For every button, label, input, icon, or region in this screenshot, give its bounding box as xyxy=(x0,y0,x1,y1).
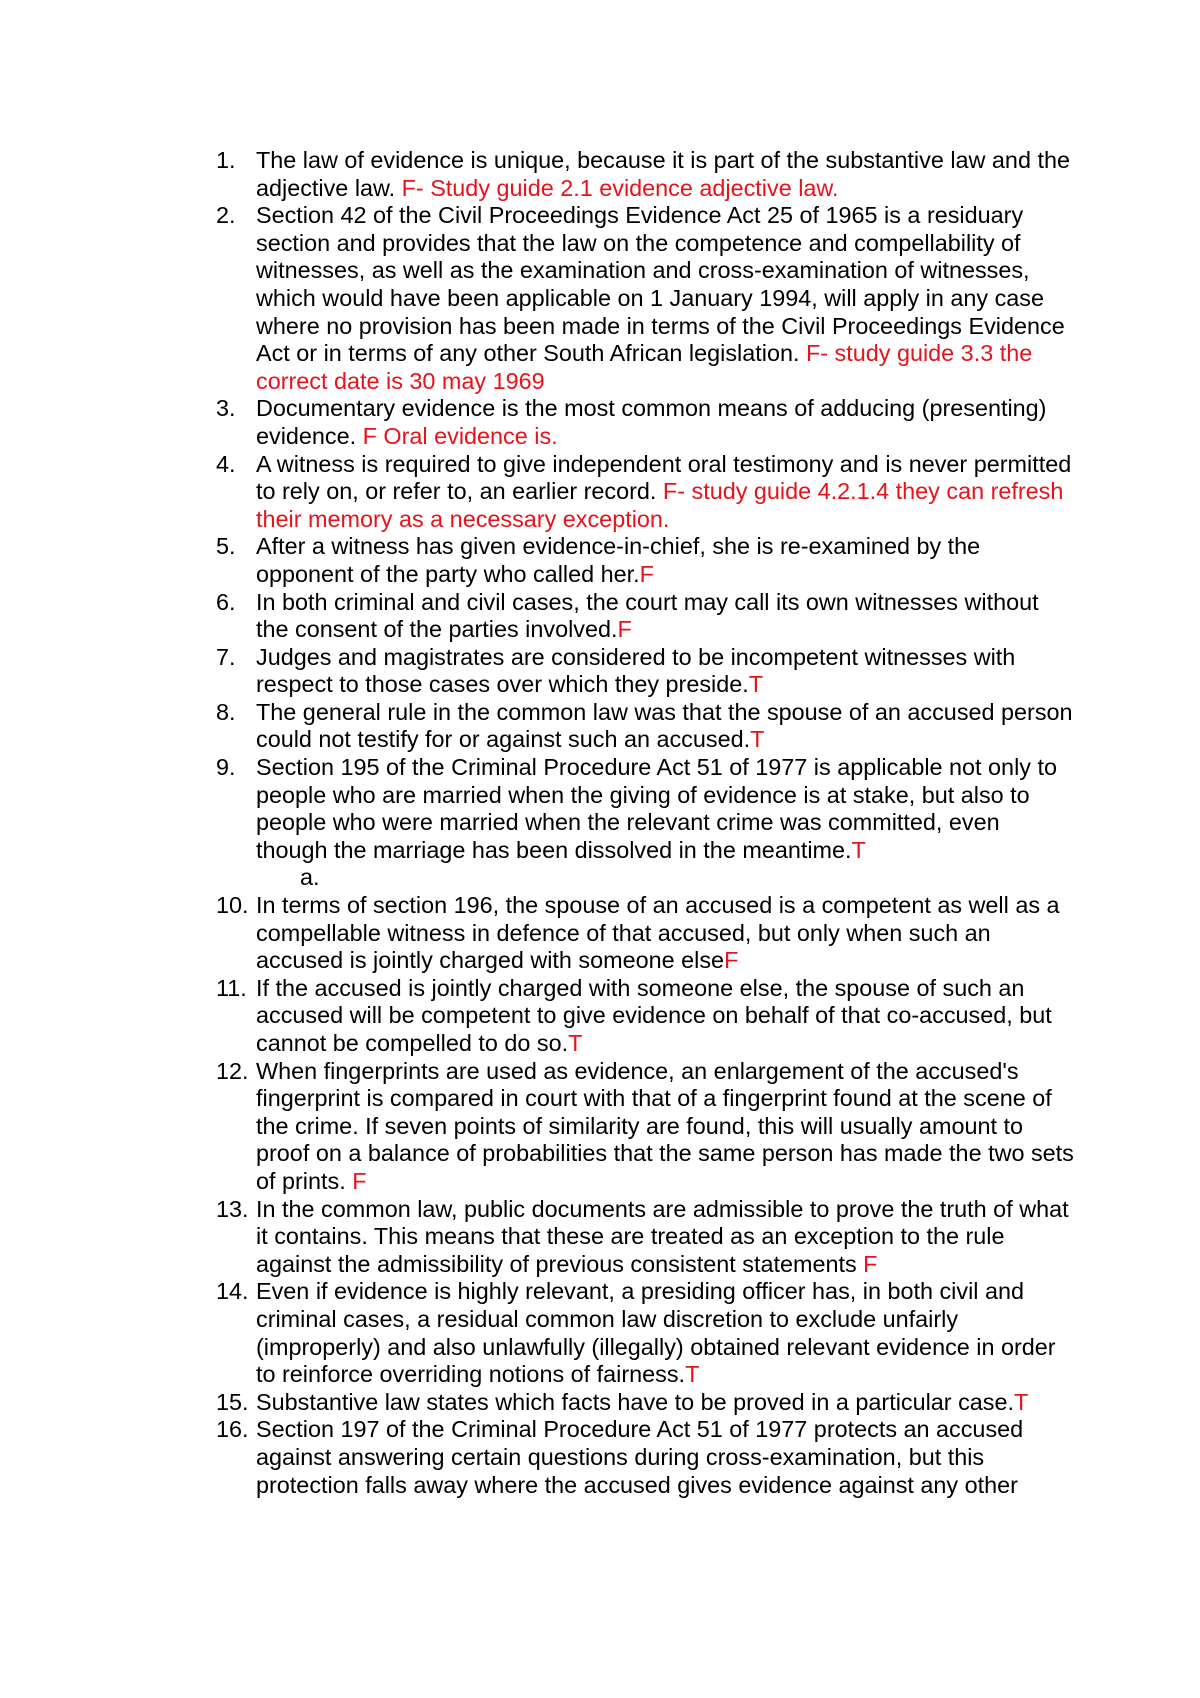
question-number: 11. xyxy=(216,974,247,1001)
question-number: 8. xyxy=(216,698,236,725)
question-text: After a witness has given evidence-in-chief, she is re-examined by the opponent of the party who called her. xyxy=(256,533,981,587)
question-text: If the accused is jointly charged with someone else, the spouse of such an accused will be competent to give evidence on behalf of that co-accused, but cannot be compelled to do so. xyxy=(256,974,1052,1056)
question-list xyxy=(216,147,1076,1499)
sub-item-label: a. xyxy=(300,864,320,891)
question-item xyxy=(216,699,1076,754)
question-number: 1. xyxy=(216,147,236,173)
question-number: 12. xyxy=(216,1057,249,1084)
question-item xyxy=(216,892,1076,975)
answer-annotation: F xyxy=(617,616,632,643)
answer-annotation: F- study guide 3.3 the correct date is 30 may 1969 xyxy=(256,340,1033,394)
question-text: Section 195 of the Criminal Procedure Act 51 of 1977 is applicable not only to people who are married when the giving of evidence is at stake, but also to people who were married when the relevant crime was committed, even though the marriage has been dissolved in the meantime. xyxy=(256,754,1057,863)
question-item xyxy=(216,533,1076,588)
answer-annotation: T xyxy=(851,836,866,863)
question-number: 13. xyxy=(216,1195,249,1222)
question-item xyxy=(216,1389,1076,1417)
question-item xyxy=(216,754,1076,892)
question-item xyxy=(216,147,1076,202)
question-item xyxy=(216,644,1076,699)
question-item xyxy=(216,395,1076,450)
question-text: Documentary evidence is the most common means of adducing (presenting) evidence. xyxy=(256,395,1047,449)
answer-annotation: T xyxy=(750,726,765,753)
question-text: In the common law, public documents are admissible to prove the truth of what it contains. This means that these are treated as an exception to the rule against the admissibility of previous consistent statements xyxy=(256,1195,1069,1277)
answer-annotation: F- Study guide 2.1 evidence adjective law. xyxy=(401,174,839,201)
question-text: Section 197 of the Criminal Procedure Act 51 of 1977 protects an accused against answering certain questions during cross-examination, but this protection falls away where the accused gives evidence against any other xyxy=(256,1416,1024,1498)
question-number: 14. xyxy=(216,1278,249,1305)
question-text: A witness is required to give independent oral testimony and is never permitted to rely on, or refer to, an earlier record. xyxy=(256,450,1072,505)
question-text: The general rule in the common law was that the spouse of an accused person could not testify for or against such an accused. xyxy=(256,698,1073,753)
question-text: Judges and magistrates are considered to be incompetent witnesses with respect to those cases over which they preside. xyxy=(256,643,1016,698)
question-item xyxy=(216,975,1076,1058)
answer-annotation: T xyxy=(1014,1388,1029,1415)
question-number: 2. xyxy=(216,202,236,229)
question-text: Substantive law states which facts have to be proved in a particular case. xyxy=(256,1388,1015,1415)
answer-annotation: F xyxy=(352,1167,367,1194)
question-text: Section 42 of the Civil Proceedings Evidence Act 25 of 1965 is a residuary section and provides that the law on the competence and compellability of witnesses, as well as the examination and cross-examination of witnesses, which would have been applicable on 1 January 1994, will apply in any case where no provision has been made in terms of the Civil Proceedings Evidence Act or in terms of any other South African legislation. xyxy=(256,202,1065,367)
answer-annotation: F xyxy=(639,560,654,587)
question-text: Even if evidence is highly relevant, a presiding officer has, in both civil and criminal cases, a residual common law discretion to exclude unfairly (improperly) and also unlawfully (illegally) obtained relevant evidence in order to reinforce overriding notions of fairness. xyxy=(256,1278,1056,1388)
question-item xyxy=(216,1196,1076,1279)
answer-annotation: F xyxy=(863,1250,878,1277)
question-text: The law of evidence is unique, because it is part of the substantive law and the adjective law. xyxy=(256,147,1070,201)
question-item xyxy=(216,1058,1076,1196)
answer-annotation: T xyxy=(568,1030,583,1056)
answer-annotation: T xyxy=(685,1361,700,1388)
question-number: 7. xyxy=(216,643,236,670)
question-item xyxy=(216,202,1076,395)
question-number: 5. xyxy=(216,533,236,560)
question-number: 10. xyxy=(216,892,249,919)
question-text: In both criminal and civil cases, the court may call its own witnesses without the consent of the parties involved. xyxy=(256,588,1039,643)
question-item xyxy=(216,589,1076,644)
question-item xyxy=(216,1416,1076,1499)
question-text: When fingerprints are used as evidence, an enlargement of the accused's fingerprint is compared in court with that of a fingerprint found at the scene of the crime. If seven points of similarity are found, this will usually amount to proof on a balance of probabilities that the same person has made the two sets of prints. xyxy=(256,1057,1074,1194)
question-number: 3. xyxy=(216,395,236,422)
question-number: 6. xyxy=(216,588,236,615)
question-text: In terms of section 196, the spouse of an accused is a competent as well as a compellable witness in defence of that accused, but only when such an accused is jointly charged with someone else xyxy=(256,892,1060,974)
question-item xyxy=(216,1278,1076,1388)
answer-annotation: F- study guide 4.2.1.4 they can refresh their memory as a necessary exception. xyxy=(256,478,1064,532)
answer-annotation: F xyxy=(724,947,739,974)
question-number: 4. xyxy=(216,450,236,477)
answer-annotation: T xyxy=(748,671,764,698)
question-number: 15. xyxy=(216,1388,249,1415)
question-number: 16. xyxy=(216,1416,249,1443)
answer-annotation: F Oral evidence is. xyxy=(362,422,558,449)
question-item xyxy=(216,451,1076,534)
question-number: 9. xyxy=(216,754,236,781)
